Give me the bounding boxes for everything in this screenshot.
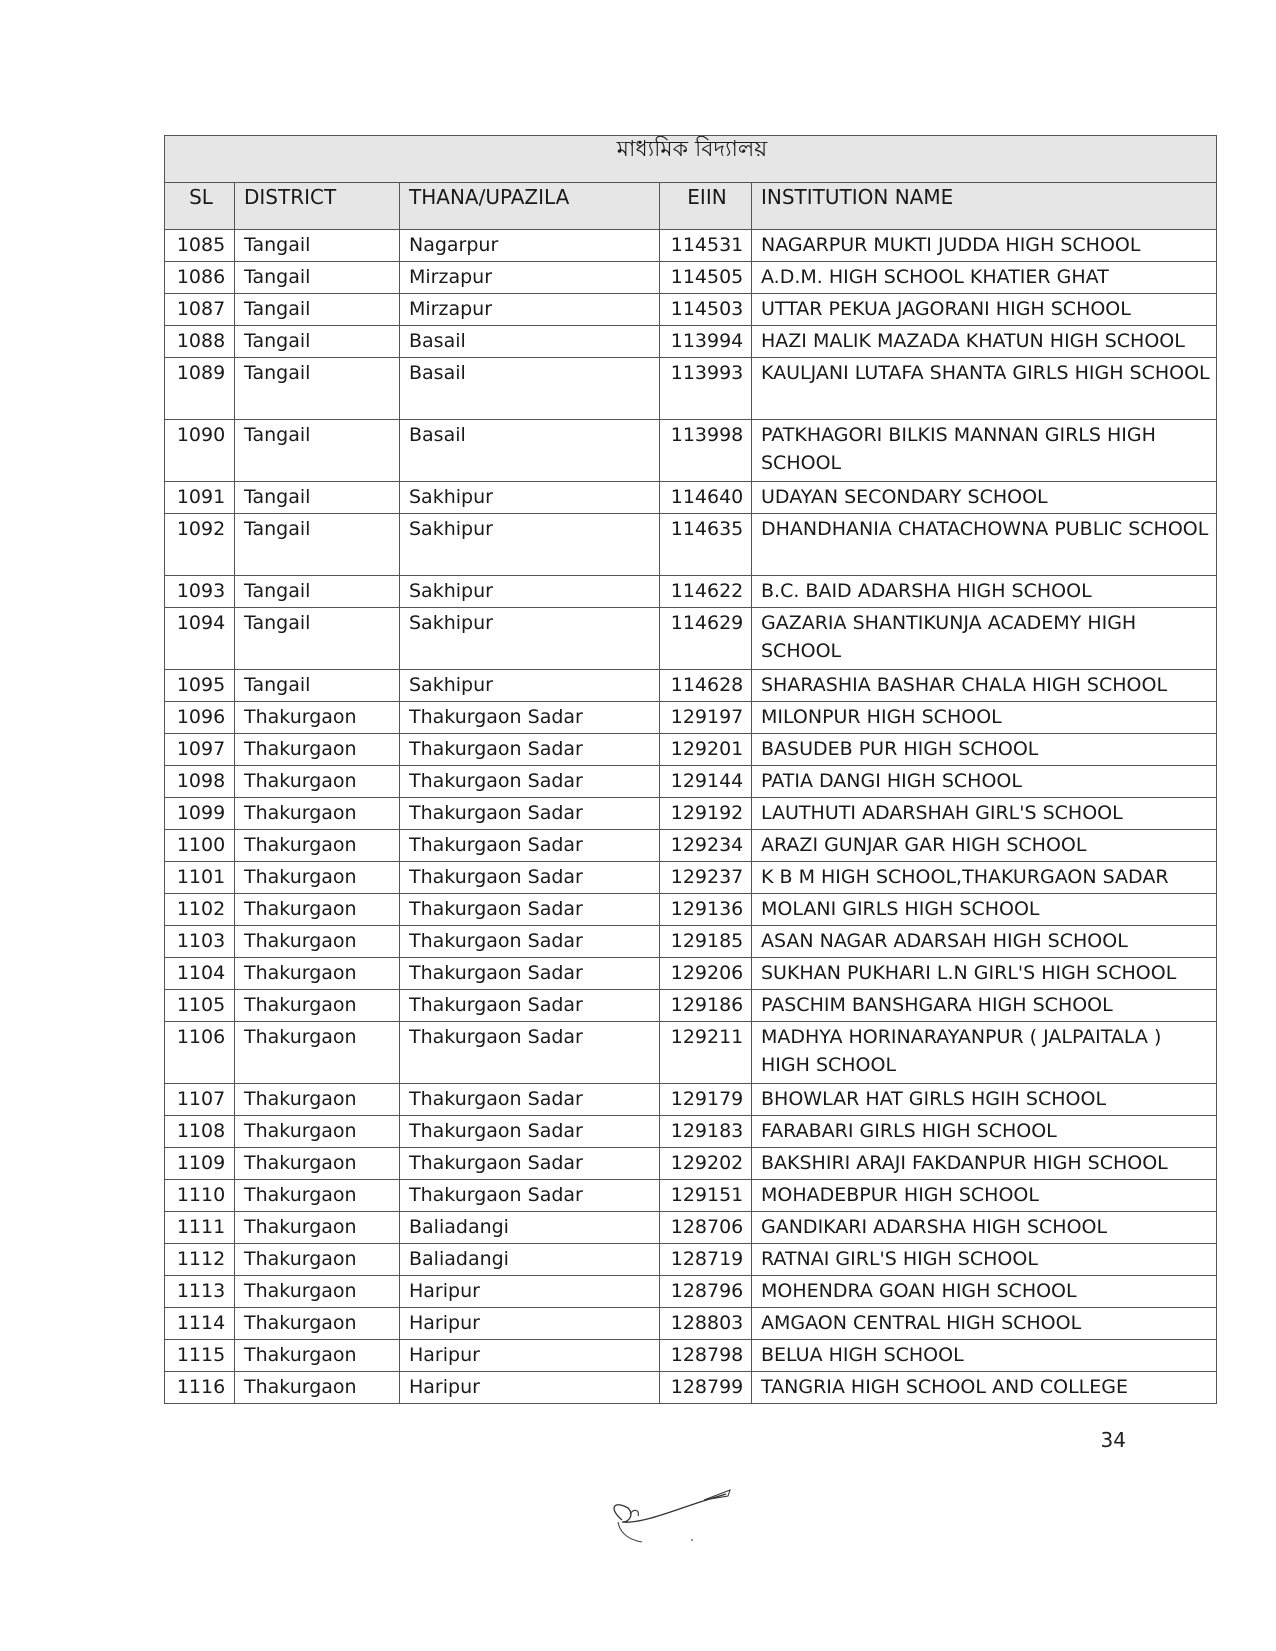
cell-thana: Haripur [400,1340,660,1372]
cell-sl: 1108 [165,1116,235,1148]
cell-institution-name: KAULJANI LUTAFA SHANTA GIRLS HIGH SCHOOL [752,358,1217,420]
signature-icon [600,1478,740,1548]
cell-institution-name: SUKHAN PUKHARI L.N GIRL'S HIGH SCHOOL [752,958,1217,990]
cell-institution-name: A.D.M. HIGH SCHOOL KHATIER GHAT [752,262,1217,294]
cell-thana: Nagarpur [400,230,660,262]
cell-district: Thakurgaon [235,734,400,766]
cell-district: Thakurgaon [235,1244,400,1276]
cell-eiin: 113993 [660,358,752,420]
cell-district: Tangail [235,294,400,326]
cell-institution-name: MILONPUR HIGH SCHOOL [752,702,1217,734]
table-row [165,1116,1217,1148]
cell-thana: Thakurgaon Sadar [400,702,660,734]
cell-eiin: 129206 [660,958,752,990]
cell-thana: Thakurgaon Sadar [400,734,660,766]
cell-sl: 1103 [165,926,235,958]
cell-institution-name: UTTAR PEKUA JAGORANI HIGH SCHOOL [752,294,1217,326]
cell-district: Thakurgaon [235,1148,400,1180]
cell-eiin: 129201 [660,734,752,766]
cell-thana: Thakurgaon Sadar [400,894,660,926]
table-row [165,326,1217,358]
cell-thana: Thakurgaon Sadar [400,798,660,830]
cell-sl: 1113 [165,1276,235,1308]
column-header-institution-name: INSTITUTION NAME [752,183,1217,230]
cell-thana: Basail [400,358,660,420]
table-row [165,514,1217,576]
cell-institution-name: SHARASHIA BASHAR CHALA HIGH SCHOOL [752,670,1217,702]
cell-eiin: 129186 [660,990,752,1022]
cell-district: Thakurgaon [235,1372,400,1404]
table-row [165,1212,1217,1244]
cell-district: Tangail [235,230,400,262]
cell-eiin: 114640 [660,482,752,514]
cell-district: Tangail [235,358,400,420]
table-title-row [165,136,1217,183]
cell-district: Tangail [235,326,400,358]
cell-institution-name: BASUDEB PUR HIGH SCHOOL [752,734,1217,766]
cell-thana: Thakurgaon Sadar [400,766,660,798]
cell-eiin: 113994 [660,326,752,358]
cell-district: Tangail [235,670,400,702]
table-row [165,862,1217,894]
cell-institution-name: PATKHAGORI BILKIS MANNAN GIRLS HIGH SCHOOL [752,420,1217,482]
cell-eiin: 114531 [660,230,752,262]
cell-eiin: 129183 [660,1116,752,1148]
table-row [165,926,1217,958]
cell-thana: Thakurgaon Sadar [400,926,660,958]
table-row [165,1308,1217,1340]
cell-institution-name: BAKSHIRI ARAJI FAKDANPUR HIGH SCHOOL [752,1148,1217,1180]
cell-institution-name: BHOWLAR HAT GIRLS HGIH SCHOOL [752,1084,1217,1116]
cell-eiin: 129136 [660,894,752,926]
cell-sl: 1095 [165,670,235,702]
cell-eiin: 129192 [660,798,752,830]
cell-district: Thakurgaon [235,1022,400,1084]
cell-district: Thakurgaon [235,1180,400,1212]
cell-thana: Mirzapur [400,294,660,326]
cell-thana: Haripur [400,1276,660,1308]
cell-sl: 1090 [165,420,235,482]
cell-institution-name: FARABARI GIRLS HIGH SCHOOL [752,1116,1217,1148]
cell-district: Thakurgaon [235,1276,400,1308]
cell-institution-name: B.C. BAID ADARSHA HIGH SCHOOL [752,576,1217,608]
table-row [165,358,1217,420]
cell-eiin: 113998 [660,420,752,482]
table-row [165,1148,1217,1180]
cell-thana: Haripur [400,1308,660,1340]
cell-eiin: 129144 [660,766,752,798]
cell-thana: Thakurgaon Sadar [400,1180,660,1212]
cell-sl: 1104 [165,958,235,990]
cell-institution-name: ARAZI GUNJAR GAR HIGH SCHOOL [752,830,1217,862]
cell-eiin: 129237 [660,862,752,894]
cell-sl: 1115 [165,1340,235,1372]
cell-eiin: 128706 [660,1212,752,1244]
cell-institution-name: RATNAI GIRL'S HIGH SCHOOL [752,1244,1217,1276]
table-row [165,576,1217,608]
cell-district: Thakurgaon [235,1116,400,1148]
table-row [165,230,1217,262]
table-row [165,670,1217,702]
cell-thana: Haripur [400,1372,660,1404]
cell-institution-name: PASCHIM BANSHGARA HIGH SCHOOL [752,990,1217,1022]
table-row [165,1276,1217,1308]
cell-eiin: 128798 [660,1340,752,1372]
cell-district: Tangail [235,262,400,294]
cell-institution-name: HAZI MALIK MAZADA KHATUN HIGH SCHOOL [752,326,1217,358]
cell-district: Thakurgaon [235,958,400,990]
cell-district: Thakurgaon [235,830,400,862]
cell-district: Tangail [235,608,400,670]
cell-institution-name: BELUA HIGH SCHOOL [752,1340,1217,1372]
table-row [165,262,1217,294]
cell-institution-name: K B M HIGH SCHOOL,THAKURGAON SADAR [752,862,1217,894]
table-row [165,1372,1217,1404]
cell-eiin: 114628 [660,670,752,702]
cell-institution-name: MOHENDRA GOAN HIGH SCHOOL [752,1276,1217,1308]
cell-thana: Sakhipur [400,670,660,702]
cell-thana: Mirzapur [400,262,660,294]
table-row [165,958,1217,990]
cell-thana: Sakhipur [400,576,660,608]
cell-sl: 1112 [165,1244,235,1276]
cell-thana: Thakurgaon Sadar [400,1084,660,1116]
cell-institution-name: MOHADEBPUR HIGH SCHOOL [752,1180,1217,1212]
cell-district: Tangail [235,420,400,482]
cell-district: Thakurgaon [235,798,400,830]
cell-institution-name: LAUTHUTI ADARSHAH GIRL'S SCHOOL [752,798,1217,830]
cell-thana: Basail [400,420,660,482]
cell-sl: 1096 [165,702,235,734]
cell-district: Tangail [235,482,400,514]
cell-thana: Sakhipur [400,482,660,514]
cell-eiin: 129211 [660,1022,752,1084]
table-row [165,734,1217,766]
cell-sl: 1093 [165,576,235,608]
cell-sl: 1086 [165,262,235,294]
cell-thana: Thakurgaon Sadar [400,990,660,1022]
cell-institution-name: PATIA DANGI HIGH SCHOOL [752,766,1217,798]
cell-district: Thakurgaon [235,1308,400,1340]
cell-sl: 1111 [165,1212,235,1244]
cell-institution-name: NAGARPUR MUKTI JUDDA HIGH SCHOOL [752,230,1217,262]
cell-thana: Basail [400,326,660,358]
cell-eiin: 128719 [660,1244,752,1276]
cell-eiin: 114622 [660,576,752,608]
cell-eiin: 114505 [660,262,752,294]
table-row [165,1022,1217,1084]
cell-sl: 1116 [165,1372,235,1404]
cell-sl: 1094 [165,608,235,670]
cell-thana: Thakurgaon Sadar [400,1148,660,1180]
cell-thana: Baliadangi [400,1212,660,1244]
cell-district: Thakurgaon [235,926,400,958]
cell-thana: Thakurgaon Sadar [400,1116,660,1148]
cell-sl: 1109 [165,1148,235,1180]
cell-sl: 1101 [165,862,235,894]
cell-district: Thakurgaon [235,1340,400,1372]
table-row [165,420,1217,482]
cell-institution-name: AMGAON CENTRAL HIGH SCHOOL [752,1308,1217,1340]
cell-sl: 1092 [165,514,235,576]
cell-sl: 1098 [165,766,235,798]
table-row [165,990,1217,1022]
cell-institution-name: ASAN NAGAR ADARSAH HIGH SCHOOL [752,926,1217,958]
cell-eiin: 128799 [660,1372,752,1404]
table-row [165,894,1217,926]
cell-sl: 1107 [165,1084,235,1116]
table-body [165,230,1217,1404]
cell-institution-name: GAZARIA SHANTIKUNJA ACADEMY HIGH SCHOOL [752,608,1217,670]
table-row [165,1180,1217,1212]
cell-district: Thakurgaon [235,990,400,1022]
cell-eiin: 129179 [660,1084,752,1116]
table-row [165,702,1217,734]
page-number: 34 [1100,1428,1126,1452]
cell-sl: 1102 [165,894,235,926]
cell-district: Thakurgaon [235,702,400,734]
cell-eiin: 129202 [660,1148,752,1180]
cell-eiin: 129151 [660,1180,752,1212]
cell-sl: 1100 [165,830,235,862]
cell-sl: 1105 [165,990,235,1022]
cell-institution-name: TANGRIA HIGH SCHOOL AND COLLEGE [752,1372,1217,1404]
cell-district: Tangail [235,576,400,608]
cell-sl: 1097 [165,734,235,766]
cell-district: Thakurgaon [235,894,400,926]
cell-thana: Thakurgaon Sadar [400,1022,660,1084]
cell-eiin: 114635 [660,514,752,576]
cell-eiin: 129234 [660,830,752,862]
cell-sl: 1106 [165,1022,235,1084]
cell-district: Thakurgaon [235,766,400,798]
cell-sl: 1091 [165,482,235,514]
cell-institution-name: UDAYAN SECONDARY SCHOOL [752,482,1217,514]
section-title: মাধ্যমিক বিদ্যালয় [165,136,1217,183]
cell-district: Thakurgaon [235,862,400,894]
column-header-sl: SL [165,183,235,230]
cell-eiin: 129197 [660,702,752,734]
cell-eiin: 114629 [660,608,752,670]
cell-thana: Baliadangi [400,1244,660,1276]
table-row [165,1340,1217,1372]
cell-thana: Thakurgaon Sadar [400,830,660,862]
cell-sl: 1110 [165,1180,235,1212]
cell-district: Thakurgaon [235,1084,400,1116]
cell-sl: 1085 [165,230,235,262]
cell-eiin: 128803 [660,1308,752,1340]
table-row [165,1084,1217,1116]
table-row [165,830,1217,862]
table-row [165,1244,1217,1276]
cell-eiin: 129185 [660,926,752,958]
institution-table [164,135,1217,1404]
cell-thana: Sakhipur [400,608,660,670]
cell-thana: Thakurgaon Sadar [400,958,660,990]
cell-sl: 1088 [165,326,235,358]
table-row [165,608,1217,670]
table-header-row [165,183,1217,230]
table-row [165,766,1217,798]
cell-institution-name: MOLANI GIRLS HIGH SCHOOL [752,894,1217,926]
cell-sl: 1089 [165,358,235,420]
cell-sl: 1099 [165,798,235,830]
cell-institution-name: DHANDHANIA CHATACHOWNA PUBLIC SCHOOL [752,514,1217,576]
cell-thana: Thakurgaon Sadar [400,862,660,894]
cell-sl: 1087 [165,294,235,326]
cell-institution-name: GANDIKARI ADARSHA HIGH SCHOOL [752,1212,1217,1244]
cell-district: Tangail [235,514,400,576]
column-header-eiin: EIIN [660,183,752,230]
cell-sl: 1114 [165,1308,235,1340]
column-header-thana: THANA/UPAZILA [400,183,660,230]
cell-eiin: 114503 [660,294,752,326]
table-row [165,482,1217,514]
table-row [165,798,1217,830]
cell-eiin: 128796 [660,1276,752,1308]
column-header-district: DISTRICT [235,183,400,230]
cell-institution-name: MADHYA HORINARAYANPUR ( JALPAITALA ) HIGH SCHOOL [752,1022,1217,1084]
cell-district: Thakurgaon [235,1212,400,1244]
cell-thana: Sakhipur [400,514,660,576]
table-row [165,294,1217,326]
